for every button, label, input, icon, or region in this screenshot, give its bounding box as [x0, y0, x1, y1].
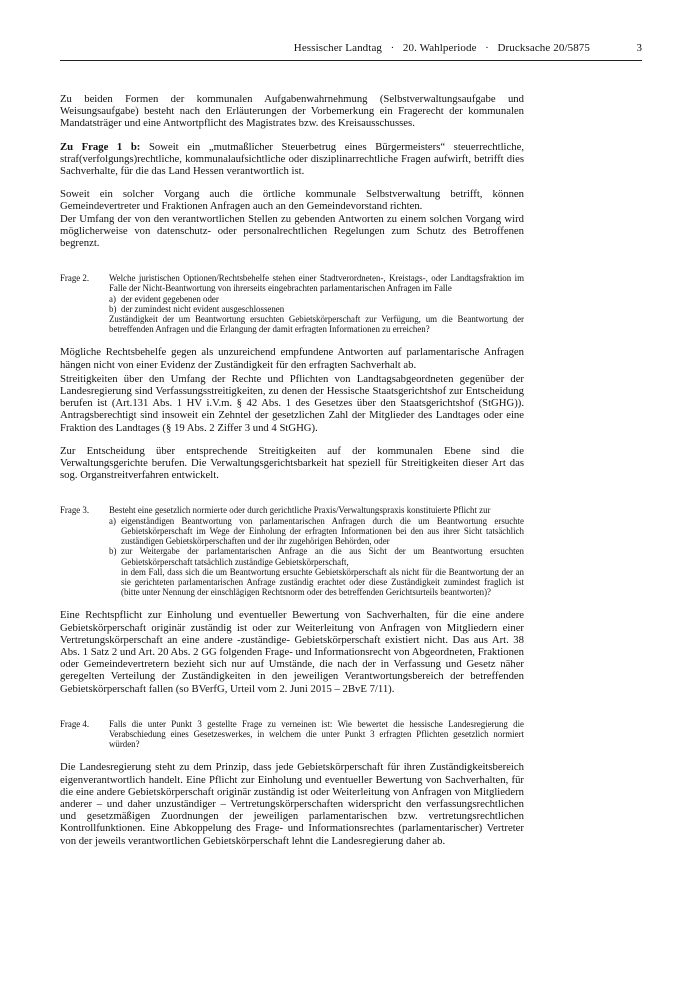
- question-3-item-b: [109, 546, 524, 566]
- question-3-tail: in dem Fall, dass sich die um Beantwortung ersuchte Gebietskörperschaft als nicht für die Beantwortung der an sie gerichteten parlamentarischen Anfrage zuständig erachtet oder diese Zuständigkeit zumindest fraglich ist (bitte unter Nennung der einschlägigen Rechtsnorm oder des betreffenden Gerichtsurteils beantworten)?: [121, 566, 524, 598]
- question-2-tail: Zuständigkeit der um Beantwortung ersuchten Gebietskörperschaft zur Verfügung, um die Beantwortung der betreffenden Anfragen und die Erlangung der damit erfragten Informationen zu erreichen?: [109, 314, 524, 335]
- header-text: Hessischer Landtag · 20. Wahlperiode · Drucksache 20/5875: [293, 42, 590, 54]
- question-4-body: [109, 719, 524, 750]
- question-2-intro: Welche juristischen Optionen/Rechtsbehelfe stehen einer Stadtverordneten-, Kreistags-, oder Landtagsfraktion im Falle der Nicht-Beantwortung von ihrerseits eingebrachten parlamentarischen Anfragen im Falle: [109, 273, 524, 294]
- intro-paragraph-3: Soweit ein solcher Vorgang auch die örtliche kommunale Selbstverwaltung betrifft, können Gemeindevertreter und Fraktionen Anfragen auch an den Gemeindevorstand richten.: [60, 188, 524, 213]
- page-header: [60, 40, 642, 61]
- item-marker: a): [109, 515, 116, 526]
- page-number: 3: [636, 42, 642, 54]
- intro-paragraph: Zu beiden Formen der kommunalen Aufgabenwahrnehmung (Selbstverwaltungsaufgabe und Weisungsaufgabe) besteht nach den Erläuterungen der Vorbemerkung ein Fragerecht der kommunalen Mandatsträger und eine Antwortpflicht des Magistrates bzw. des Kreisausschusses.: [60, 93, 524, 130]
- answer-2-paragraph-3: Zur Entscheidung über entsprechende Streitigkeiten auf der kommunalen Ebene sind die Verwaltungsgerichte berufen. Die Verwaltungsgerichtsbarkeit hat speziell für Streitigkeiten dieser Art das sog. Organstreitverfahren entwickelt.: [60, 444, 524, 482]
- item-text: eigenständigen Beantwortung von parlamentarischen Anfragen durch die um Beantwortung ersuchte Gebietskörperschaft im Wege der Einholung der erfragten Informationen bei den aus ihrer Sicht tatsächlich zuständigen Gebietskörperschaften und der ihr zugehörigen Behörden, oder: [121, 515, 524, 547]
- question-3-item-a: [109, 516, 524, 547]
- question-4-label: Frage 4.: [60, 718, 90, 729]
- answer-4-paragraph: Die Landesregierung steht zu dem Prinzip, dass jede Gebietskörperschaft für ihren Zuständigkeitsbereich eigenverantwortlich handelt. Eine Pflicht zur Einholung und eventueller Bewertung von Sachverhalten, für die eine andere Gebietskörperschaft originär zuständig ist oder Weiterleitung von Anfragen von Mitgliedern anderer – und daher unzuständiger – Vertretungskörperschaften widerspricht den verfassungsrechtlichen und gesetzmäßigen Zuordnungen der jeweiligen parlamentarischen bzw. vertretungsrechtlichen Kontrollfunktionen. Eine Abkoppelung des Frage- und Informationsrechtes (parlamentarischer) Vertreter von der jeweils verantwortlichen Gebietskörperschaft lehnt die Landesregierung daher ab.: [60, 761, 524, 847]
- answer-2-paragraph-2: Streitigkeiten über den Umfang der Rechte und Pflichten von Landtagsabgeordneten gegenüber der Landesregierung sind Verfassungsstreitigkeiten, zu denen der Hessische Staatsgerichtshof zur Entscheidung berufen ist (Art.131 Abs. 1 HV i.V.m. § 42 Abs. 1 des Gesetzes über den Staatsgerichtshof (StGHG)). Antragsberechtigt sind insoweit ein Zehntel der gesetzlichen Zahl der Mitglieder des Landtages oder eine Fraktion des Landtages (§ 19 Abs. 2 Ziffer 3 und 4 StGHG).: [60, 372, 524, 434]
- answer-1b-text: Soweit ein „mutmaßlicher Steuerbetrug eines Bürgermeisters“ steuerrechtliche, straf(verfolgungs)rechtliche, kommunalaufsichtliche oder disziplinarrechtliche Fragen aufwirft, betrifft dies Sachverhalte, für die das Land Hessen verantwortlich ist.: [60, 140, 525, 178]
- question-2-item-a: [109, 294, 524, 304]
- question-2-label: Frage 2.: [60, 273, 90, 284]
- question-3-body: [109, 505, 524, 597]
- answer-3-paragraph: Eine Rechtspflicht zur Einholung und eventueller Bewertung von Sachverhalten, für die eine andere Gebietskörperschaft originär zuständig ist oder zur Weiterleitung von Anfragen von Mitgliedern einer Vertretungskörperschaft an eine andere -zuständige- Gebietskörperschaft existiert nicht. Das aus Art. 38 Abs. 1 Satz 2 und Art. 20 Abs. 2 GG folgenden Frage- und Informationsrecht von Abgeordneten, Fraktionen oder Gemeindevertretern bezieht sich nur auf Umstände, die nach der in Verfassung und Gesetz näher geregelten Verteilung der Zuständigkeiten in den jeweiligen Verantwortungsbereich der betreffenden Gebietskörperschaft fallen (so BVerfG, Urteil vom 2. Juni 2015 – 2BvE 7/11).: [60, 609, 524, 695]
- answer-1b-label: Zu Frage 1 b:: [60, 140, 141, 153]
- question-3-label: Frage 3.: [60, 505, 90, 516]
- question-2-body: [109, 273, 524, 334]
- item-text: zur Weitergabe der parlamentarischen Anfrage an die aus Sicht der um Beantwortung ersuchten Gebietskörperschaft tatsächlich zuständige Gebietskörperschaft,: [121, 546, 524, 567]
- question-4: [60, 719, 524, 750]
- answer-2-paragraph-1: Mögliche Rechtsbehelfe gegen als unzureichend empfundene Antworten auf parlamentarische Anfragen hängen nicht von einer Evidenz der Zuständigkeit für den erfragten Sachverhalt ab.: [60, 346, 524, 371]
- question-3-intro: Besteht eine gesetzlich normierte oder durch gerichtliche Praxis/Verwaltungspraxis konstituierte Pflicht zur: [109, 505, 491, 516]
- document-body: [60, 93, 524, 858]
- question-2-item-b: [109, 304, 524, 314]
- question-3: [60, 505, 524, 597]
- question-4-intro: Falls die unter Punkt 3 gestellte Frage zu verneinen ist: Wie bewertet die hessische Landesregierung die Verabschiedung eines Gesetzeswerkes, in welchem die unter Punkt 3 erfragten Pflichten gesetzlich normiert würden?: [109, 718, 524, 750]
- answer-1b-paragraph: [60, 141, 524, 178]
- item-marker: b): [109, 546, 117, 557]
- item-text: der evident gegebenen oder: [121, 293, 219, 304]
- item-marker: b): [109, 303, 117, 314]
- question-2: [60, 273, 524, 334]
- intro-paragraph-4: Der Umfang der von den verantwortlichen Stellen zu gebenden Antworten zu einem solchen Vorgang wird möglicherweise von datenschutz- oder personalrechtlichen Regelungen zum Schutz des Betroffenen begrenzt.: [60, 212, 524, 250]
- item-marker: a): [109, 293, 116, 304]
- item-text: der zumindest nicht evident ausgeschlossenen: [121, 303, 285, 314]
